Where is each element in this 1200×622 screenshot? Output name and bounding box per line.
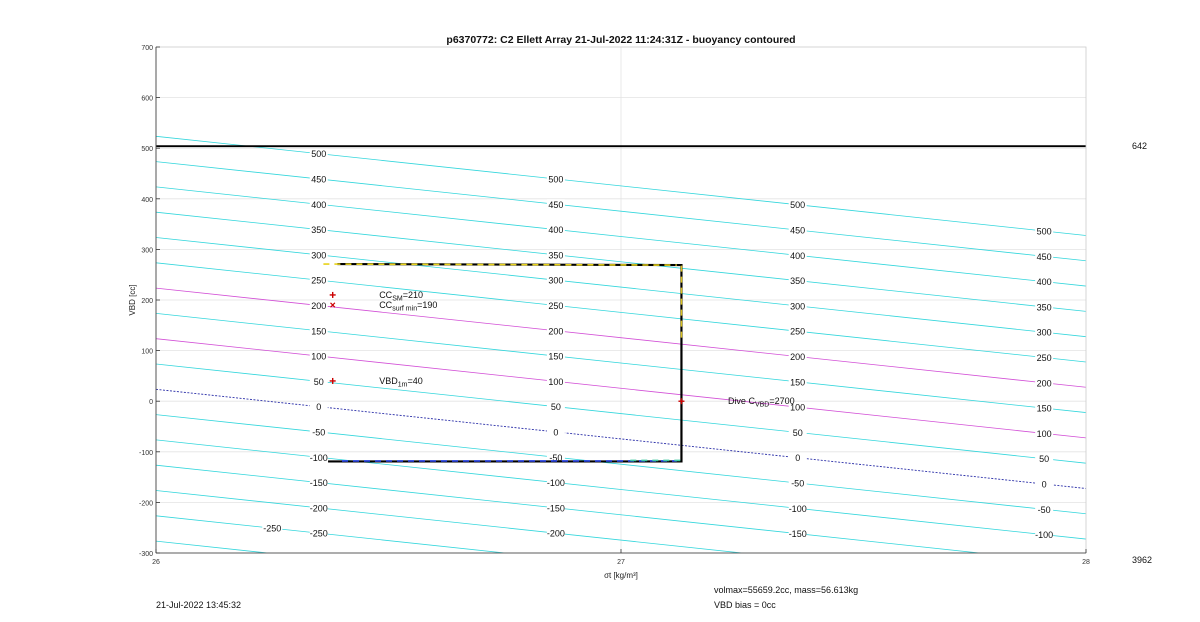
contour-label: 300	[548, 275, 564, 286]
contour-label: 200	[790, 352, 806, 363]
contour-label: -150	[788, 529, 807, 540]
x-tick-label: 28	[1082, 559, 1090, 566]
contour-label: -200	[309, 503, 328, 514]
contour-label: -100	[1035, 530, 1054, 541]
y-tick-label: -200	[138, 500, 153, 508]
contour-label: 350	[548, 250, 564, 261]
contour-label: -50	[1037, 504, 1051, 515]
contour-label: 500	[548, 174, 564, 185]
contour-label: 50	[550, 402, 561, 413]
contour-label: 100	[1036, 428, 1052, 439]
contour-label: -50	[312, 427, 326, 438]
contour-label: 250	[548, 300, 564, 311]
contour-label: 450	[311, 174, 327, 185]
y-tick-label: 100	[141, 348, 153, 356]
contour-label: 450	[548, 199, 564, 210]
y-tick-label: 700	[141, 45, 153, 52]
contour-label: 200	[548, 326, 564, 337]
contour-label: 500	[311, 149, 327, 160]
contour-label: 150	[1036, 403, 1052, 414]
y-axis-label: VBD [cc]	[128, 284, 137, 316]
contour-label: 100	[548, 376, 564, 387]
y-tick-label: 300	[141, 247, 153, 255]
contour-label: -100	[546, 478, 565, 489]
contour-label: 500	[790, 200, 806, 211]
contour-label: 500	[1036, 226, 1052, 237]
contour-label: 350	[790, 276, 806, 287]
vbd-1m-annotation: $VBD_{1m}=40$	[379, 375, 423, 389]
footer-volmax-mass: volmax=55659.2cc, mass=56.613kg	[714, 585, 859, 595]
y-tick-label: 0	[149, 399, 153, 407]
contour-label: 50	[792, 427, 803, 438]
y-tick-label: 600	[141, 95, 153, 103]
contour-label: 250	[790, 326, 806, 337]
contour-label: 300	[311, 250, 327, 261]
contour-label: 0	[316, 402, 322, 413]
contour-label: 450	[790, 225, 806, 236]
contour-label: -50	[791, 478, 805, 489]
right-label-top: 642	[1132, 141, 1148, 151]
y-tick-label: 500	[141, 146, 153, 154]
x-tick-label: 27	[617, 559, 625, 566]
contour-label: 400	[1036, 277, 1052, 288]
contour-label: -100	[309, 452, 328, 463]
contour-label: 300	[1036, 327, 1052, 338]
contour-label: 400	[548, 225, 564, 236]
contour-label: 400	[311, 199, 327, 210]
dive-c-vbd-annotation: Dive $C_{VBD}=2700$	[727, 396, 795, 409]
chart-title: p6370772: C2 Ellett Array 21-Jul-2022 11:24:31Z - buoyancy contoured	[446, 34, 796, 46]
footer-vbd-bias: VBD bias = 0cc	[714, 600, 776, 610]
cc-surf-min-annotation: $CC_{surf min}=190$	[379, 300, 438, 313]
y-tick-label: -100	[138, 449, 153, 457]
contour-label: 100	[790, 402, 806, 413]
contour-label: 250	[311, 275, 327, 286]
contour-label: 150	[311, 326, 327, 337]
contour-label: 0	[795, 453, 801, 464]
contour-label: 0	[553, 427, 559, 438]
contour-label: 100	[311, 351, 327, 362]
contour-label: 0	[1041, 479, 1047, 490]
contour-label: -250	[309, 528, 328, 539]
contour-label: -100	[788, 503, 807, 514]
contour-label: 300	[790, 301, 806, 312]
y-tick-label: -300	[138, 551, 153, 558]
cc-sm-annotation: $CC_{SM}=210$	[379, 289, 423, 303]
contour-label: 150	[548, 351, 564, 362]
contour-label: 450	[1036, 251, 1052, 262]
contour-label: 350	[1036, 302, 1052, 313]
contour-label: 200	[1036, 378, 1052, 389]
footer-timestamp: 21-Jul-2022 13:45:32	[156, 600, 242, 610]
y-tick-label: 400	[141, 196, 153, 204]
contour-label: 200	[311, 300, 327, 311]
contour-label: 250	[1036, 353, 1052, 364]
y-tick-label: 200	[141, 298, 153, 305]
contour-label: 50	[1039, 454, 1050, 465]
contour-label: 50	[313, 376, 324, 387]
right-label-bottom: 3962	[1132, 555, 1153, 565]
contour-label: -250	[263, 523, 282, 534]
contour-label: -150	[309, 478, 328, 489]
contour-label: -50	[549, 452, 563, 463]
contour-label: -150	[546, 503, 565, 514]
contour-label: 350	[311, 225, 327, 236]
contour-label: 150	[790, 377, 806, 388]
x-tick-label: 26	[152, 559, 160, 566]
contour-label: 400	[790, 250, 806, 261]
x-axis-label: σt [kg/m³]	[604, 571, 638, 580]
contour-label: -200	[546, 528, 565, 539]
